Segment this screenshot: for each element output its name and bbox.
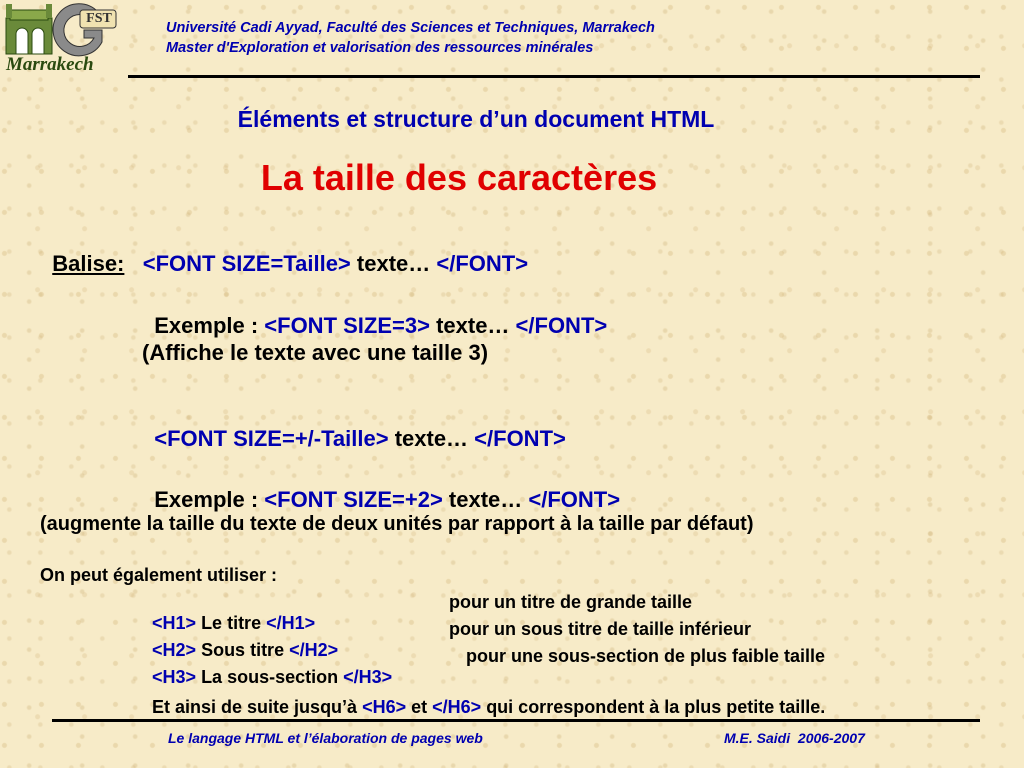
slide-title: La taille des caractères [260,157,658,198]
example2-text: texte… [442,487,529,512]
last-text-b: et [406,697,433,717]
relative-close-tag: </FONT> [474,426,566,451]
last-line [142,676,825,718]
relative-text: texte… [388,426,475,451]
h1-description: pour un titre de grande taille [449,592,693,612]
footer-author-year: M.E. Saidi 2006-2007 [724,730,865,746]
balise-close-tag: </FONT> [436,251,529,276]
last-text-c: qui correspondent à la plus petite taille. [481,697,826,717]
fst-logo [2,2,122,76]
example2-open-tag: <FONT SIZE=+2> [264,487,443,512]
balise-open-tag: <FONT SIZE=Taille> [142,251,351,276]
example1-open-tag: <FONT SIZE=3> [264,313,430,338]
logo-city-text: Marrakech [6,54,94,75]
example2-close-tag: </FONT> [528,487,621,512]
example1-note: (Affiche le texte avec une taille 3) [142,340,489,365]
footer-course: Le langage HTML et l’élaboration de pages web [168,730,483,746]
h1-close-tag: </H1> [266,613,316,633]
fst-badge-text: FST [86,11,112,26]
header-master: Master d'Exploration et valorisation des ressources minérales [166,40,594,56]
h3-open-tag: <H3> [152,667,197,687]
balise-text: texte… [350,251,437,276]
h2-text: Sous titre [196,640,290,660]
h2-open-tag: <H2> [152,640,197,660]
example2-note: (augmente la taille du texte de deux unités par rapport à la taille par défaut) [40,513,754,535]
h3-description: pour une sous-section de plus faible taille [466,646,826,666]
example1-text: texte… [429,313,516,338]
h2-close-tag: </H2> [289,640,339,660]
header-divider [128,75,980,78]
example2-prefix: Exemple : [154,487,265,512]
last-text-a: Et ainsi de suite jusqu’à [152,697,363,717]
h1-open-tag: <H1> [152,613,197,633]
also-use-text: On peut également utiliser : [40,565,278,585]
example1-prefix: Exemple : [154,313,265,338]
h3-close-tag: </H3> [343,667,393,687]
footer-divider [52,719,980,722]
example2-line [142,461,620,513]
example1-line [142,287,607,339]
balise-line [40,225,528,277]
h6-open-tag: <H6> [362,697,407,717]
h3-text: La sous-section [196,667,344,687]
relative-open-tag: <FONT SIZE=+/-Taille> [154,426,389,451]
balise-label: Balise: [52,251,125,276]
header-university: Université Cadi Ayyad, Faculté des Sciences et Techniques, Marrakech [166,20,655,36]
slide-subtitle: Éléments et structure d’un document HTML [237,106,715,132]
h2-description: pour un sous titre de taille inférieur [449,619,752,639]
h1-text: Le titre [196,613,267,633]
h6-close-tag: </H6> [432,697,482,717]
relative-size-line [142,400,566,452]
example1-close-tag: </FONT> [515,313,608,338]
